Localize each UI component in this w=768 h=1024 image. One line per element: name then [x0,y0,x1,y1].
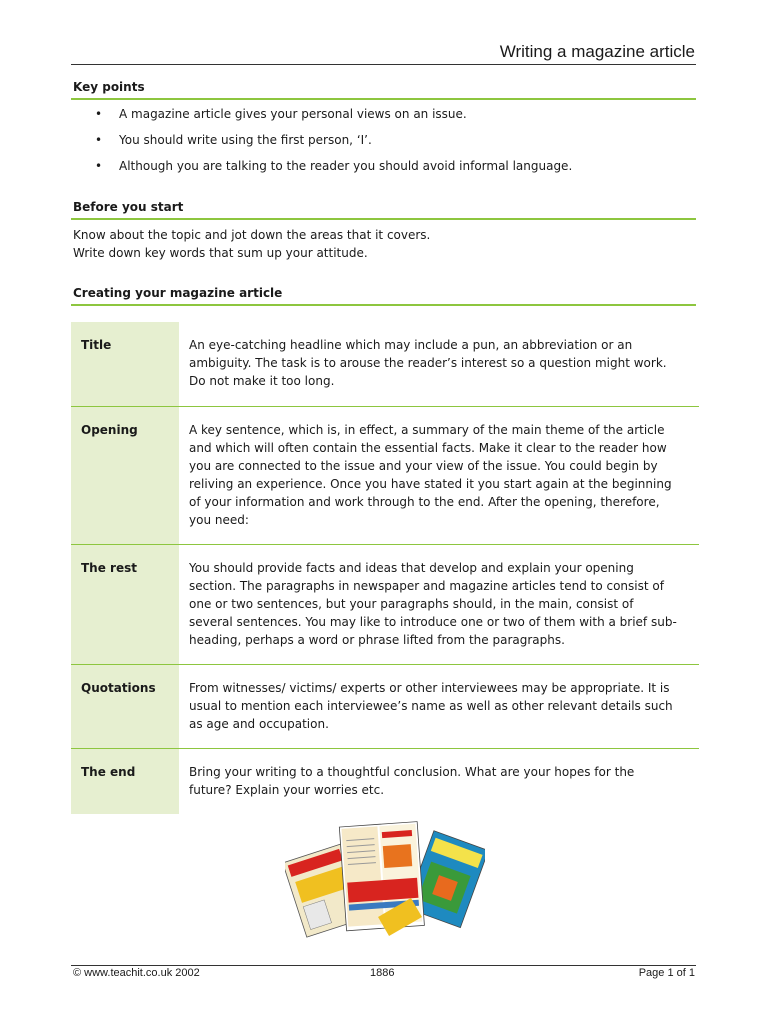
footer-code: 1886 [370,967,395,979]
row-label: The rest [71,544,179,664]
row-label: The end [71,748,179,814]
key-points-divider [71,98,696,100]
row-label: Opening [71,406,179,544]
creating-divider [71,304,696,306]
row-label: Quotations [71,664,179,748]
article-structure-table [71,322,699,814]
list-item: • A magazine article gives your personal views on an issue. [95,107,467,121]
table-row [71,406,699,544]
table-row [71,544,699,664]
footer-copyright: © www.teachit.co.uk 2002 [73,967,200,979]
row-text: From witnesses/ victims/ experts or other interviewees may be appropriate. It is usual to mention each interviewee’s name as well as other relevant details such as age and occupation. [189,680,673,731]
key-points-heading: Key points [73,80,145,94]
row-text: An eye-catching headline which may include a pun, an abbreviation or an ambiguity. The task is to arouse the reader’s interest so a question might work. Do not make it too long. [189,338,667,388]
row-text: A key sentence, which is, in effect, a summary of the main theme of the article and which will often contain the essential facts. Make it clear to the reader how you are connected to the issue and your view of the issue. You could begin by reliving an experience. Once you have stated it you start again at the beginning of your information and work through to the end. After the opening, therefore, you need: [189,422,672,527]
before-start-divider [71,218,696,220]
row-text: Bring your writing to a thoughtful conclusion. What are your hopes for the future? Explain your worries etc. [189,764,635,797]
title-divider [71,64,696,65]
bullet-icon: • [95,107,103,121]
row-text: You should provide facts and ideas that develop and explain your opening section. The paragraphs in newspaper and magazine articles tend to consist of one or two sentences, but your paragraphs should, in the main, consist of several sentences. You may like to introduce one or two of them with a brief sub-heading, perhaps a word or phrase lifted from the paragraphs. [189,560,677,647]
page-title: Writing a magazine article [499,42,695,61]
list-item: • Although you are talking to the reader you should avoid informal language. [95,159,573,173]
row-label: Title [71,322,179,406]
bullet-icon: • [95,133,103,147]
before-start-heading: Before you start [73,200,184,214]
footer-divider [71,965,696,966]
magazines-illustration-icon [285,818,485,938]
table-row [71,322,699,406]
creating-heading: Creating your magazine article [73,286,283,300]
list-item: • You should write using the first person, ‘I’. [95,133,372,147]
key-points-list [73,105,693,183]
footer-page-number: Page 1 of 1 [638,967,695,979]
table-row [71,664,699,748]
before-start-text: Know about the topic and jot down the areas that it covers. Write down key words that sum up your attitude. [73,228,431,260]
table-row [71,748,699,814]
bullet-icon: • [95,159,103,173]
